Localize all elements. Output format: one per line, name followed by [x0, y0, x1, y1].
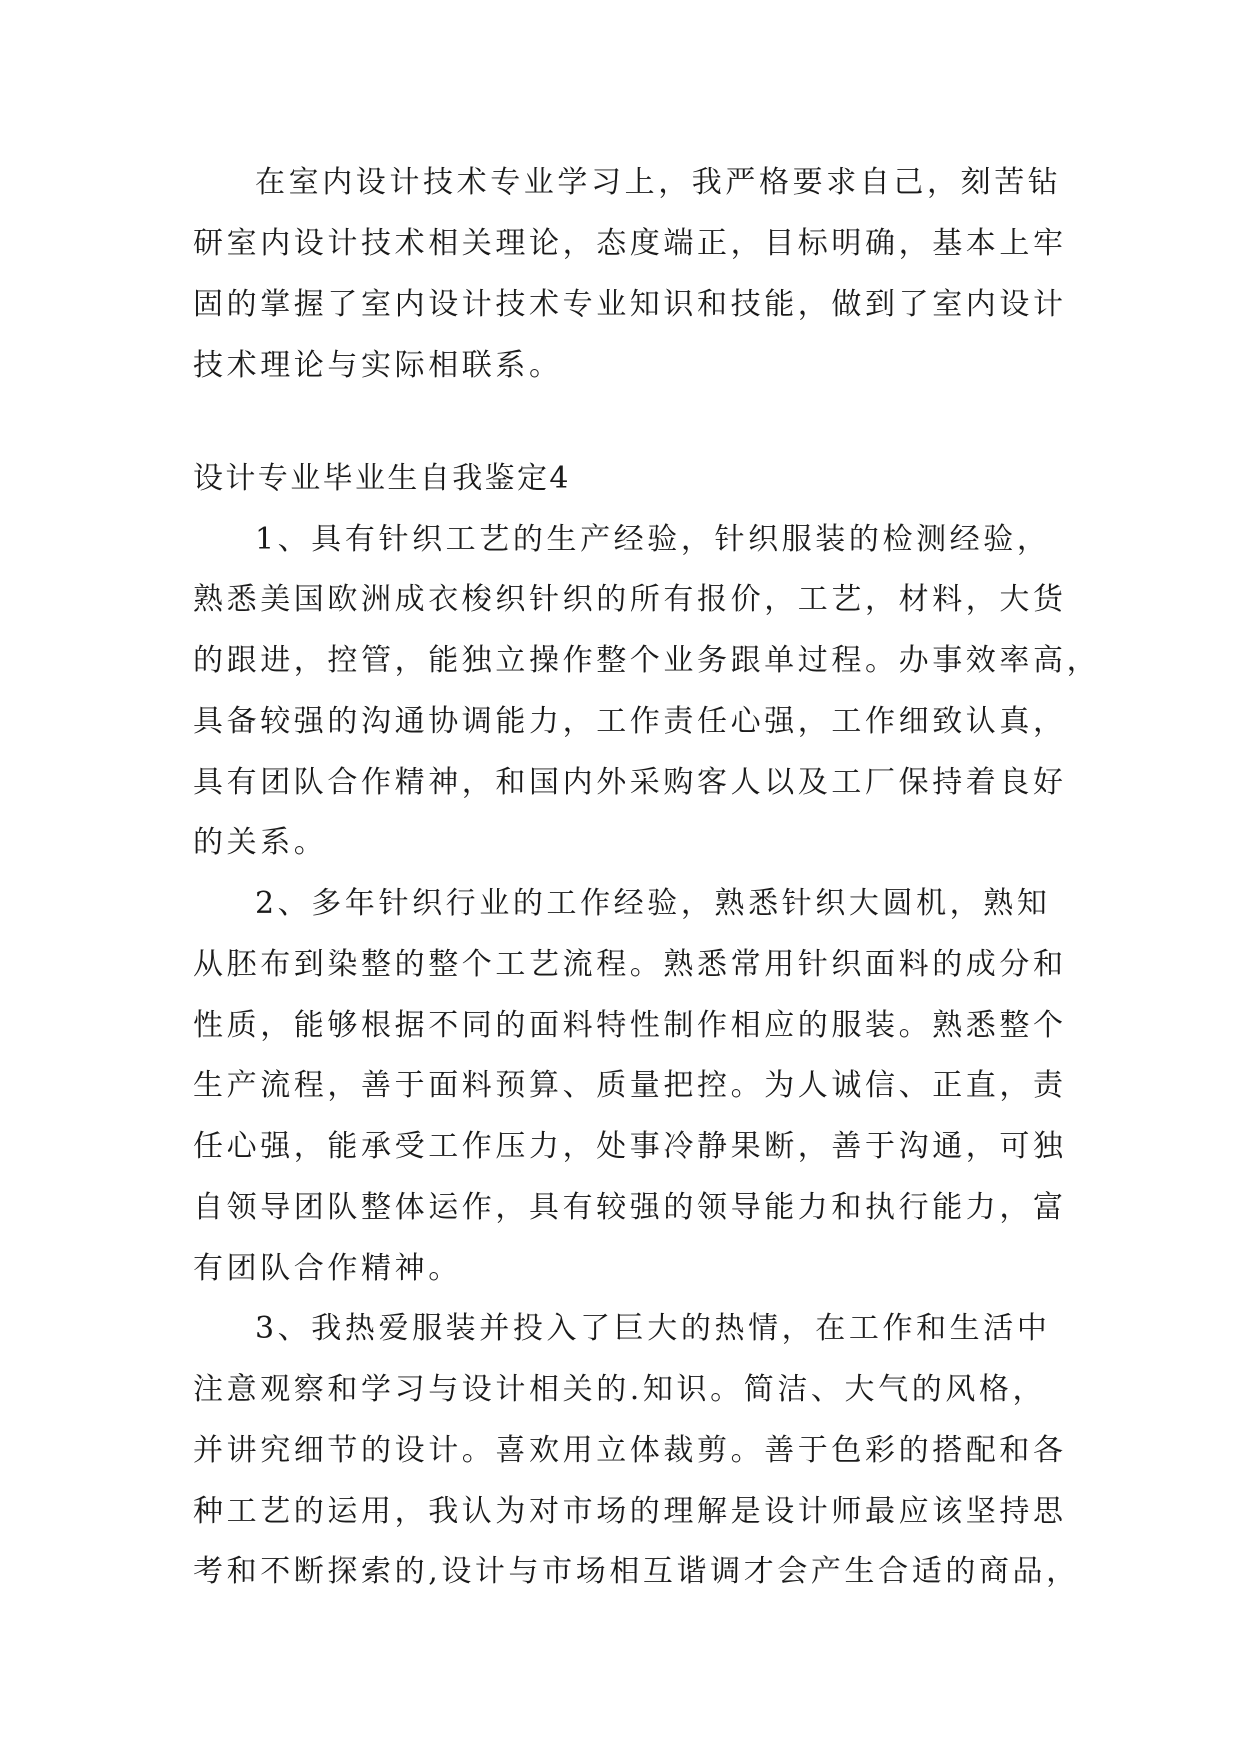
paragraph-1-line-4: 技术理论与实际相联系。 — [193, 348, 563, 383]
paragraph-2-line-5: 具有团队合作精神，和国内外采购客人以及工厂保持着良好 — [193, 765, 1067, 800]
paragraph-3-line-7: 有团队合作精神。 — [193, 1251, 462, 1286]
paragraph-3-line-1: 2、多年针织行业的工作经验，熟悉针织大圆机，熟知 — [255, 886, 1051, 921]
paragraph-2-line-1: 1、具有针织工艺的生产经验，针织服装的检测经验， — [255, 522, 1051, 557]
paragraph-2-line-6: 的关系。 — [193, 825, 328, 860]
paragraph-4-line-3: 并讲究细节的设计。喜欢用立体裁剪。善于色彩的搭配和各 — [193, 1433, 1067, 1468]
paragraph-3-line-2: 从胚布到染整的整个工艺流程。熟悉常用针织面料的成分和 — [193, 947, 1067, 982]
paragraph-4-line-1: 3、我热爱服装并投入了巨大的热情，在工作和生活中 — [255, 1311, 1051, 1346]
paragraph-4-line-2: 注意观察和学习与设计相关的.知识。简洁、大气的风格， — [193, 1372, 1047, 1407]
paragraph-3-line-5: 任心强，能承受工作压力，处事冷静果断，善于沟通，可独 — [193, 1129, 1067, 1164]
section-heading: 设计专业毕业生自我鉴定4 — [193, 461, 571, 496]
paragraph-3-line-3: 性质，能够根据不同的面料特性制作相应的服装。熟悉整个 — [193, 1008, 1067, 1043]
paragraph-1-line-3: 固的掌握了室内设计技术专业知识和技能，做到了室内设计 — [193, 287, 1067, 322]
paragraph-1-line-1: 在室内设计技术专业学习上，我严格要求自己，刻苦钻 — [255, 165, 1062, 200]
paragraph-2-line-4: 具备较强的沟通协调能力，工作责任心强，工作细致认真， — [193, 704, 1067, 739]
paragraph-4-line-4: 种工艺的运用，我认为对市场的理解是设计师最应该坚持思 — [193, 1494, 1067, 1529]
paragraph-4-line-5: 考和不断探索的,设计与市场相互谐调才会产生合适的商品， — [193, 1554, 1080, 1589]
paragraph-3-line-4: 生产流程，善于面料预算、质量把控。为人诚信、正直，责 — [193, 1068, 1067, 1103]
paragraph-2-line-2: 熟悉美国欧洲成衣梭织针织的所有报价，工艺，材料，大货 — [193, 582, 1067, 617]
paragraph-1-line-2: 研室内设计技术相关理论，态度端正，目标明确，基本上牢 — [193, 226, 1067, 261]
paragraph-2-line-3: 的跟进，控管，能独立操作整个业务跟单过程。办事效率高， — [193, 643, 1101, 678]
paragraph-3-line-6: 自领导团队整体运作，具有较强的领导能力和执行能力，富 — [193, 1190, 1067, 1225]
